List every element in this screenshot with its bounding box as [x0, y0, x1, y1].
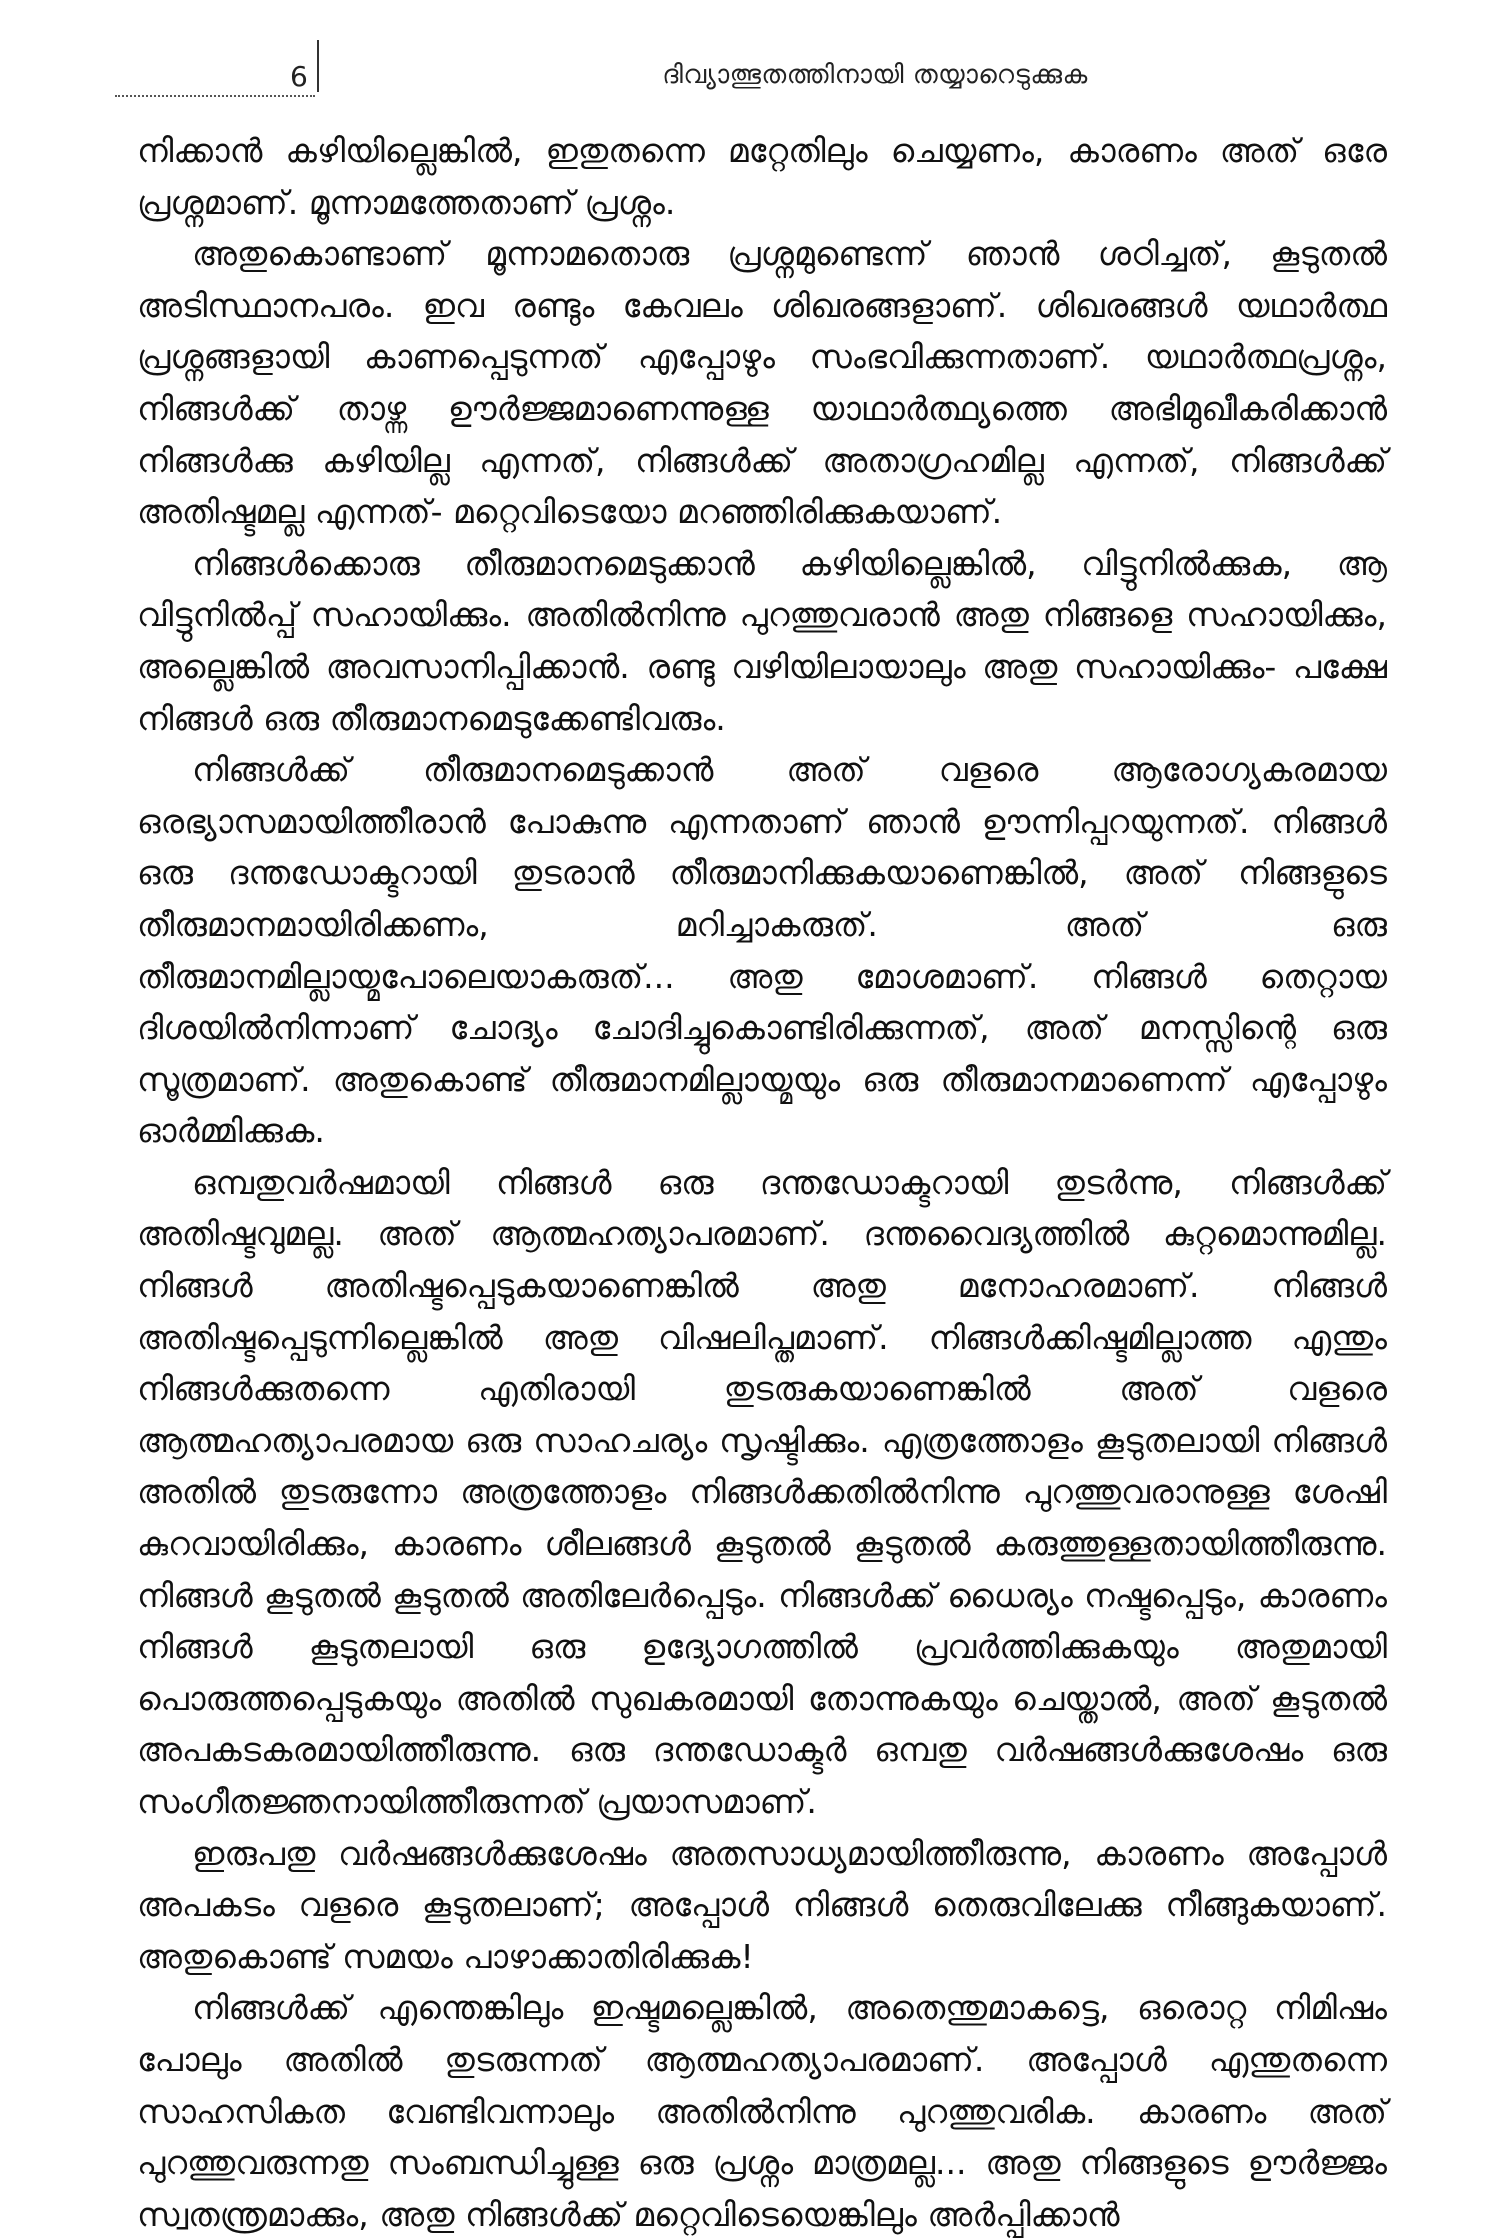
paragraph: നിങ്ങൾക്ക് എന്തെങ്കിലും ഇഷ്ടമല്ലെങ്കിൽ, അതെന്തുമാകട്ടെ, ഒരൊറ്റ നിമിഷം പോലും അതിൽ തുടരുന്നത് ആത്മഹത്യാപരമാണ്. അപ്പോൾ എന്തുതന്നെ സാഹസികത വേണ്ടിവന്നാലും അതിൽനിന്നു പുറത്തുവരിക. കാരണം അത് പുറത്തുവരുന്നതു സംബന്ധിച്ചുള്ള ഒരു പ്രശ്നം മാത്രമല്ല... അതു നിങ്ങളുടെ ഊർജ്ജം സ്വതന്ത്രമാക്കും, അതു നിങ്ങൾക്ക് മറ്റെവിടെയെങ്കിലും അർപ്പിക്കാൻ [137, 1988, 1387, 2234]
page-header [115, 40, 1385, 100]
running-title: ദിവ്യാത്ഭുതത്തിനായി തയ്യാറെടുക്കുക [662, 60, 1088, 90]
paragraph: നിങ്ങൾക്ക് തീരുമാനമെടുക്കാൻ അത് വളരെ ആരോഗ്യകരമായ ഒരഭ്യാസമായിത്തീരാൻ പോകുന്നു എന്നതാണ് ഞാൻ ഊന്നിപ്പറയുന്നത്. നിങ്ങൾ ഒരു ദന്തഡോക്ടറായി തുടരാൻ തീരുമാനിക്കുകയാണെങ്കിൽ, അത് നിങ്ങളുടെ തീരുമാനമായിരിക്കണം, മറിച്ചാകരുത്. അത് ഒരു തീരുമാനമില്ലായ്മപോലെയാകരുത്... അതു മോശമാണ്. നിങ്ങൾ തെറ്റായ ദിശയിൽനിന്നാണ് ചോദ്യം ചോദിച്ചുകൊണ്ടിരിക്കുന്നത്, അത് മനസ്സിന്റെ ഒരു സൂത്രമാണ്. അതുകൊണ്ട് തീരുമാനമില്ലായ്മയും ഒരു തീരുമാനമാണെന്ന് എപ്പോഴും ഓർമ്മിക്കുക. [137, 750, 1387, 1151]
paragraph: നിക്കാൻ കഴിയില്ലെങ്കിൽ, ഇതുതന്നെ മറ്റേതിലും ചെയ്യണം, കാരണം അത് ഒരേ പ്രശ്നമാണ്. മൂന്നാമത്തേതാണ് പ്രശ്നം. [137, 131, 1387, 222]
header-separator [317, 40, 319, 92]
paragraph: അതുകൊണ്ടാണ് മൂന്നാമതൊരു പ്രശ്നമുണ്ടെന്ന് ഞാൻ ശഠിച്ചത്, കൂടുതൽ അടിസ്ഥാനപരം. ഇവ രണ്ടും കേവലം ശിഖരങ്ങളാണ്. ശിഖരങ്ങൾ യഥാർത്ഥ പ്രശ്നങ്ങളായി കാണപ്പെടുന്നത് എപ്പോഴും സംഭവിക്കുന്നതാണ്. യഥാർത്ഥപ്രശ്നം, നിങ്ങൾക്ക് താഴ്ന്ന ഊർജ്ജമാണെന്നുള്ള യാഥാർത്ഥ്യത്തെ അഭിമുഖീകരിക്കാൻ നിങ്ങൾക്കു കഴിയില്ല എന്നത്, നിങ്ങൾക്ക് അതാഗ്രഹമില്ല എന്നത്, നിങ്ങൾക്ക് അതിഷ്ടമല്ല എന്നത്- മറ്റെവിടെയോ മറഞ്ഞിരിക്കുകയാണ്. [137, 234, 1387, 532]
paragraph: ഇരുപതു വർഷങ്ങൾക്കുശേഷം അതസാധ്യമായിത്തീരുന്നു, കാരണം അപ്പോൾ അപകടം വളരെ കൂടുതലാണ്; അപ്പോൾ നിങ്ങൾ തെരുവിലേക്കു നീങ്ങുകയാണ്. അതുകൊണ്ട് സമയം പാഴാക്കാതിരിക്കുക! [137, 1833, 1387, 1976]
paragraph: നിങ്ങൾക്കൊരു തീരുമാനമെടുക്കാൻ കഴിയില്ലെങ്കിൽ, വിട്ടുനിൽക്കുക, ആ വിട്ടുനിൽപ്പ് സഹായിക്കും. അതിൽനിന്നു പുറത്തുവരാൻ അതു നിങ്ങളെ സഹായിക്കും, അല്ലെങ്കിൽ അവസാനിപ്പിക്കാൻ. രണ്ടു വഴിയിലായാലും അതു സഹായിക്കും- പക്ഷേ നിങ്ങൾ ഒരു തീരുമാനമെടുക്കേണ്ടിവരും. [137, 543, 1387, 738]
page-number: 6 [290, 60, 308, 93]
body-text [137, 125, 1387, 2240]
paragraph: ഒമ്പതുവർഷമായി നിങ്ങൾ ഒരു ദന്തഡോക്ടറായി തുടർന്നു, നിങ്ങൾക്ക് അതിഷ്ടവുമല്ല. അത് ആത്മഹത്യാപരമാണ്. ദന്തവൈദ്യത്തിൽ കുറ്റമൊന്നുമില്ല. നിങ്ങൾ അതിഷ്ടപ്പെടുകയാണെങ്കിൽ അതു മനോഹരമാണ്. നിങ്ങൾ അതിഷ്ടപ്പെടുന്നില്ലെങ്കിൽ അതു വിഷലിപ്തമാണ്. നിങ്ങൾക്കിഷ്ടമില്ലാത്ത എന്തും നിങ്ങൾക്കുതന്നെ എതിരായി തുടരുകയാണെങ്കിൽ അത് വളരെ ആത്മഹത്യാപരമായ ഒരു സാഹചര്യം സൃഷ്ടിക്കും. എത്രത്തോളം കൂടുതലായി നിങ്ങൾ അതിൽ തുടരുന്നോ അത്രത്തോളം നിങ്ങൾക്കതിൽനിന്നു പുറത്തുവരാനുള്ള ശേഷി കുറവായിരിക്കും, കാരണം ശീലങ്ങൾ കൂടുതൽ കൂടുതൽ കരുത്തുള്ളതായിത്തീരുന്നു. നിങ്ങൾ കൂടുതൽ കൂടുതൽ അതിലേർപ്പെടും. നിങ്ങൾക്ക് ധൈര്യം നഷ്ടപ്പെടും, കാരണം നിങ്ങൾ കൂടുതലായി ഒരു ഉദ്യോഗത്തിൽ പ്രവർത്തിക്കുകയും അതുമായി പൊരുത്തപ്പെടുകയും അതിൽ സുഖകരമായി തോന്നുകയും ചെയ്താൽ, അത് കൂടുതൽ അപകടകരമായിത്തീരുന്നു. ഒരു ദന്തഡോക്ടർ ഒമ്പതു വർഷങ്ങൾക്കുശേഷം ഒരു സംഗീതജ്ഞനായിത്തീരുന്നത് പ്രയാസമാണ്. [137, 1162, 1387, 1821]
header-dotted-rule [115, 95, 315, 97]
